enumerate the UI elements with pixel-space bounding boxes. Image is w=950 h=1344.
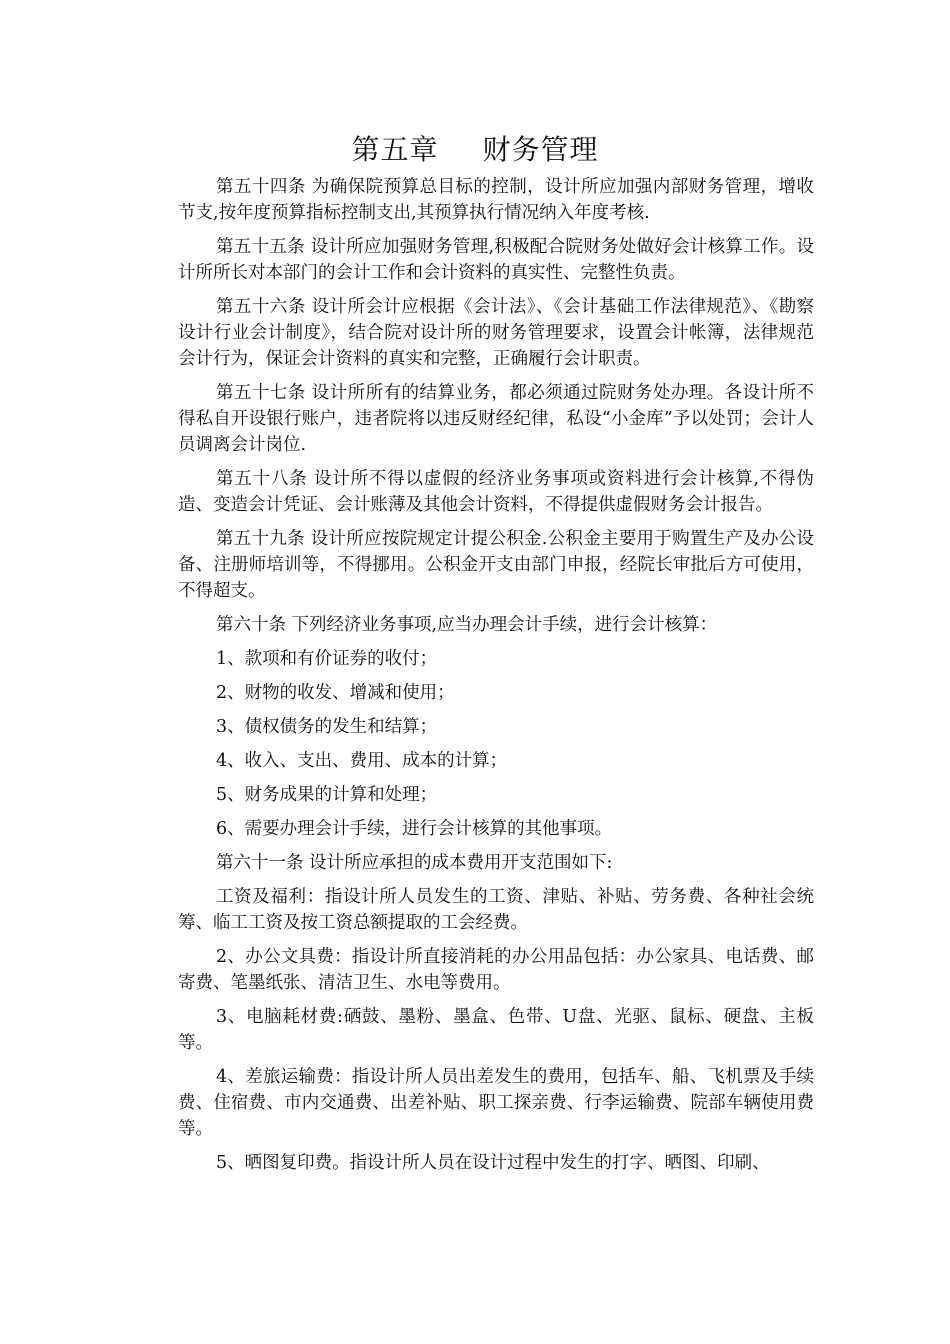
chapter-title: 财务管理 bbox=[482, 133, 599, 166]
list-item-1: 1、款项和有价证券的收付； bbox=[216, 649, 438, 669]
chapter-number: 第五章 bbox=[351, 133, 439, 166]
chapter-heading bbox=[0, 130, 950, 170]
article-55: 第五十五条 设计所应加强财务管理,积极配合院财务处做好会计核算工作。设计所所长对本部门的会计工作和会计资料的真实性、完整性负责。 bbox=[178, 237, 814, 283]
article-54: 第五十四条 为确保院预算总目标的控制，设计所应加强内部财务管理，增收节支,按年度预算指标控制支出,其预算执行情况纳入年度考核. bbox=[178, 177, 814, 223]
list-item-3: 3、债权债务的发生和结算； bbox=[216, 717, 438, 737]
article-61: 第六十一条 设计所应承担的成本费用开支范围如下: bbox=[216, 853, 613, 873]
article-59: 第五十九条 设计所应按院规定计提公积金.公积金主要用于购置生产及办公设备、注册师培训等，不得挪用。公积金开支由部门申报，经院长审批后方可使用，不得超支。 bbox=[178, 529, 814, 601]
article-60: 第六十条 下列经济业务事项,应当办理会计手续，进行会计核算： bbox=[216, 615, 718, 635]
document-body bbox=[178, 174, 814, 1184]
article-58: 第五十八条 设计所不得以虚假的经济业务事项或资料进行会计核算,不得伪造、变造会计凭证、会计账薄及其他会计资料，不得提供虚假财务会计报告。 bbox=[178, 469, 814, 515]
list-item-4: 4、收入、支出、费用、成本的计算； bbox=[216, 751, 508, 771]
cost-item-travel: 4、差旅运输费：指设计所人员出差发生的费用，包括车、船、飞机票及手续费、住宿费、市内交通费、出差补贴、职工探亲费、行李运输费、院部车辆使用费等。 bbox=[178, 1067, 814, 1139]
cost-item-computer: 3、电脑耗材费:硒鼓、墨粉、墨盒、色带、U盘、光驱、鼠标、硬盘、主板等。 bbox=[178, 1007, 814, 1053]
cost-item-office: 2、办公文具费：指设计所直接消耗的办公用品包括：办公家具、电话费、邮寄费、笔墨纸张、清洁卫生、水电等费用。 bbox=[178, 947, 814, 993]
list-item-5: 5、财务成果的计算和处理； bbox=[216, 785, 438, 805]
list-item-2: 2、财物的收发、增减和使用； bbox=[216, 683, 455, 703]
cost-item-printing: 5、晒图复印费。指设计所人员在设计过程中发生的打字、晒图、印刷、 bbox=[216, 1153, 770, 1173]
cost-item-wages: 工资及福利：指设计所人员发生的工资、津贴、补贴、劳务费、各种社会统筹、临工工资及按工资总额提取的工会经费。 bbox=[178, 887, 814, 933]
article-57: 第五十七条 设计所所有的结算业务，都必须通过院财务处办理。各设计所不得私自开设银行账户，违者院将以违反财经纪律，私设“小金库”予以处罚；会计人员调离会计岗位. bbox=[178, 383, 814, 455]
article-56: 第五十六条 设计所会计应根据《会计法》、《会计基础工作法律规范》、《勘察设计行业会计制度》，结合院对设计所的财务管理要求，设置会计帐簿，法律规范会计行为，保证会计资料的真实和完整，正确履行会计职责。 bbox=[178, 297, 814, 369]
list-item-6: 6、需要办理会计手续，进行会计核算的其他事项。 bbox=[216, 819, 613, 839]
